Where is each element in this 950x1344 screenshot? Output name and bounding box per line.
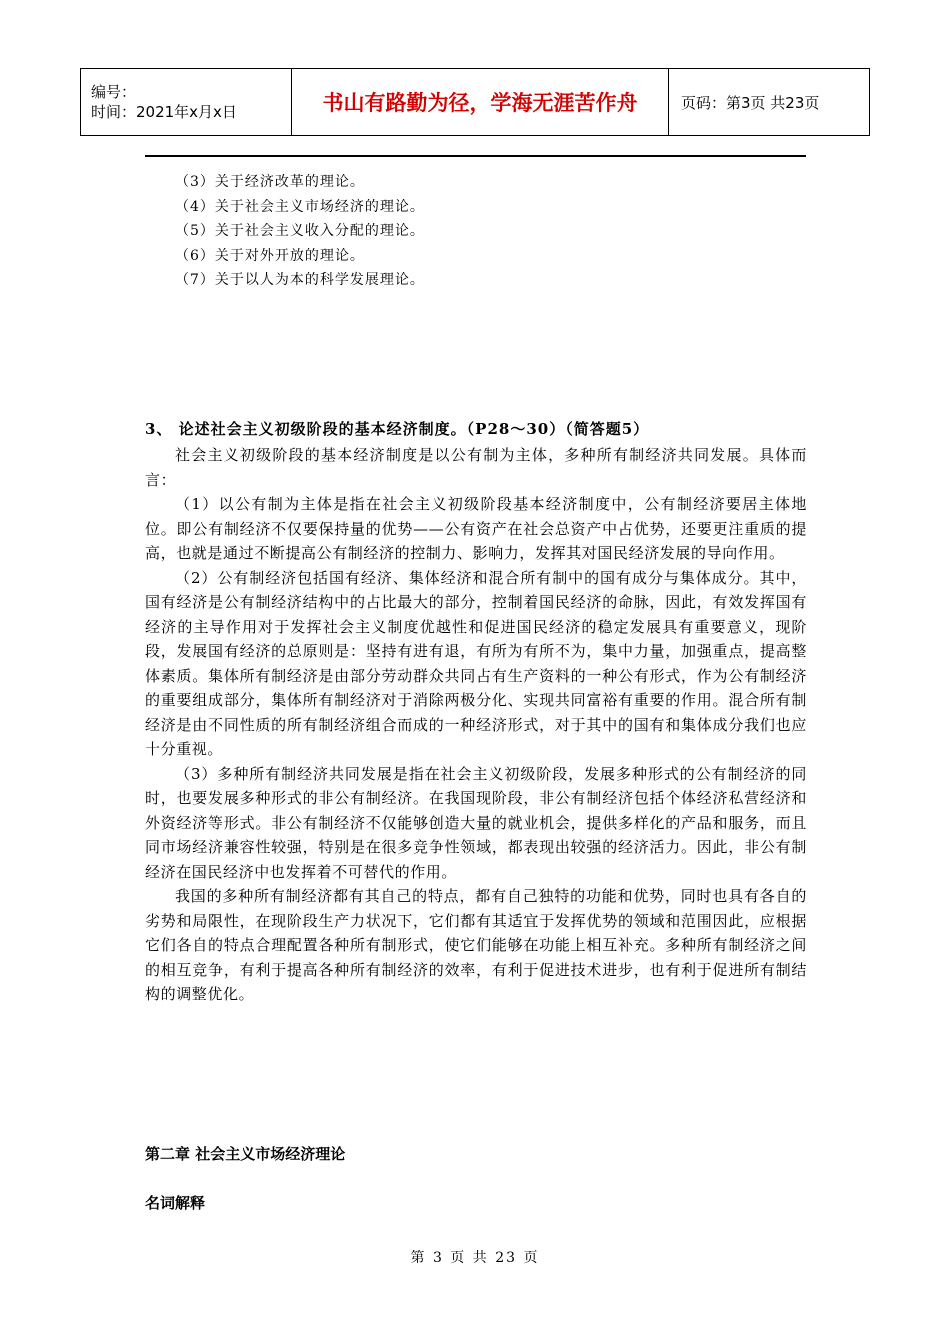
document-date: 时间：2021年x月x日: [91, 103, 237, 121]
answer-paragraph: （3）多种所有制经济共同发展是指在社会主义初级阶段，发展多种形式的公有制经济的同时，也要发展多种形式的非公有制经济。在我国现阶段，非公有制经济包括个体经济私营经济和外资经济等形式。非公有制经济不仅能够创造大量的就业机会，提供多样化的产品和服务，而且同市场经济兼容性较强，特别是在很多竞争性领域，都表现出较强的经济活力。因此，非公有制经济在国民经济中也发挥着不可替代的作用。: [145, 764, 807, 881]
chapter-title: 第二章 社会主义市场经济理论: [145, 1145, 346, 1163]
document-number-label: 编号：: [91, 83, 137, 101]
answer-paragraph: （1）以公有制为主体是指在社会主义初级阶段基本经济制度中，公有制经济要居主体地位。即公有制经济不仅要保持量的优势——公有资产在社会总资产中占优势，还要更注重质的提高，也就是通过不断提高公有制经济的控制力、影响力，发挥其对国民经济发展的导向作用。: [145, 495, 807, 562]
header-page-number: 页码：第3页 共23页: [669, 69, 870, 136]
header-meta-cell: [81, 69, 292, 136]
section-title: 名词解释: [145, 1194, 206, 1212]
page-header: [80, 68, 870, 136]
list-item: （6）关于对外开放的理论。: [175, 247, 365, 264]
list-item: （4）关于社会主义市场经济的理论。: [175, 198, 425, 215]
question-title: 3、 论述社会主义初级阶段的基本经济制度。（P28～30）（简答题5）: [145, 420, 650, 438]
answer-paragraph: 社会主义初级阶段的基本经济制度是以公有制为主体，多种所有制经济共同发展。具体而言：: [145, 446, 807, 489]
page-footer: 第 3 页 共 23 页: [410, 1250, 540, 1266]
list-item: （7）关于以人为本的科学发展理论。: [175, 272, 425, 288]
list-item: （5）关于社会主义收入分配的理论。: [175, 223, 425, 239]
header-divider: [145, 155, 806, 157]
answer-body: [145, 443, 807, 1007]
theory-list: [175, 170, 425, 293]
header-motto: 书山有路勤为径，学海无涯苦作舟: [292, 69, 669, 136]
answer-paragraph: 我国的多种所有制经济都有其自己的特点，都有自己独特的功能和优势，同时也具有各自的劣势和局限性，在现阶段生产力状况下，它们都有其适宜于发挥优势的领域和范围因此，应根据它们各自的特点合理配置各种所有制形式，使它们能够在功能上相互补充。多种所有制经济之间的相互竞争，有利于提高各种所有制经济的效率，有利于促进技术进步，也有利于促进所有制结构的调整优化。: [145, 887, 807, 1003]
answer-paragraph: （2）公有制经济包括国有经济、集体经济和混合所有制中的国有成分与集体成分。其中，国有经济是公有制经济结构中的占比最大的部分，控制着国民经济的命脉，因此，有效发挥国有经济的主导作用对于发挥社会主义制度优越性和促进国民经济的稳定发展具有重要意义，现阶段，发展国有经济的总原则是：坚持有进有退，有所为有所不为，集中力量，加强重点，提高整体素质。集体所有制经济是由部分劳动群众共同占有生产资料的一种公有形式，作为公有制经济的重要组成部分，集体所有制经济对于消除两极分化、实现共同富裕有重要的作用。混合所有制经济是由不同性质的所有制经济组合而成的一种经济形式，对于其中的国有和集体成分我们也应十分重视。: [145, 568, 807, 758]
list-item: （3）关于经济改革的理论。: [175, 174, 365, 190]
